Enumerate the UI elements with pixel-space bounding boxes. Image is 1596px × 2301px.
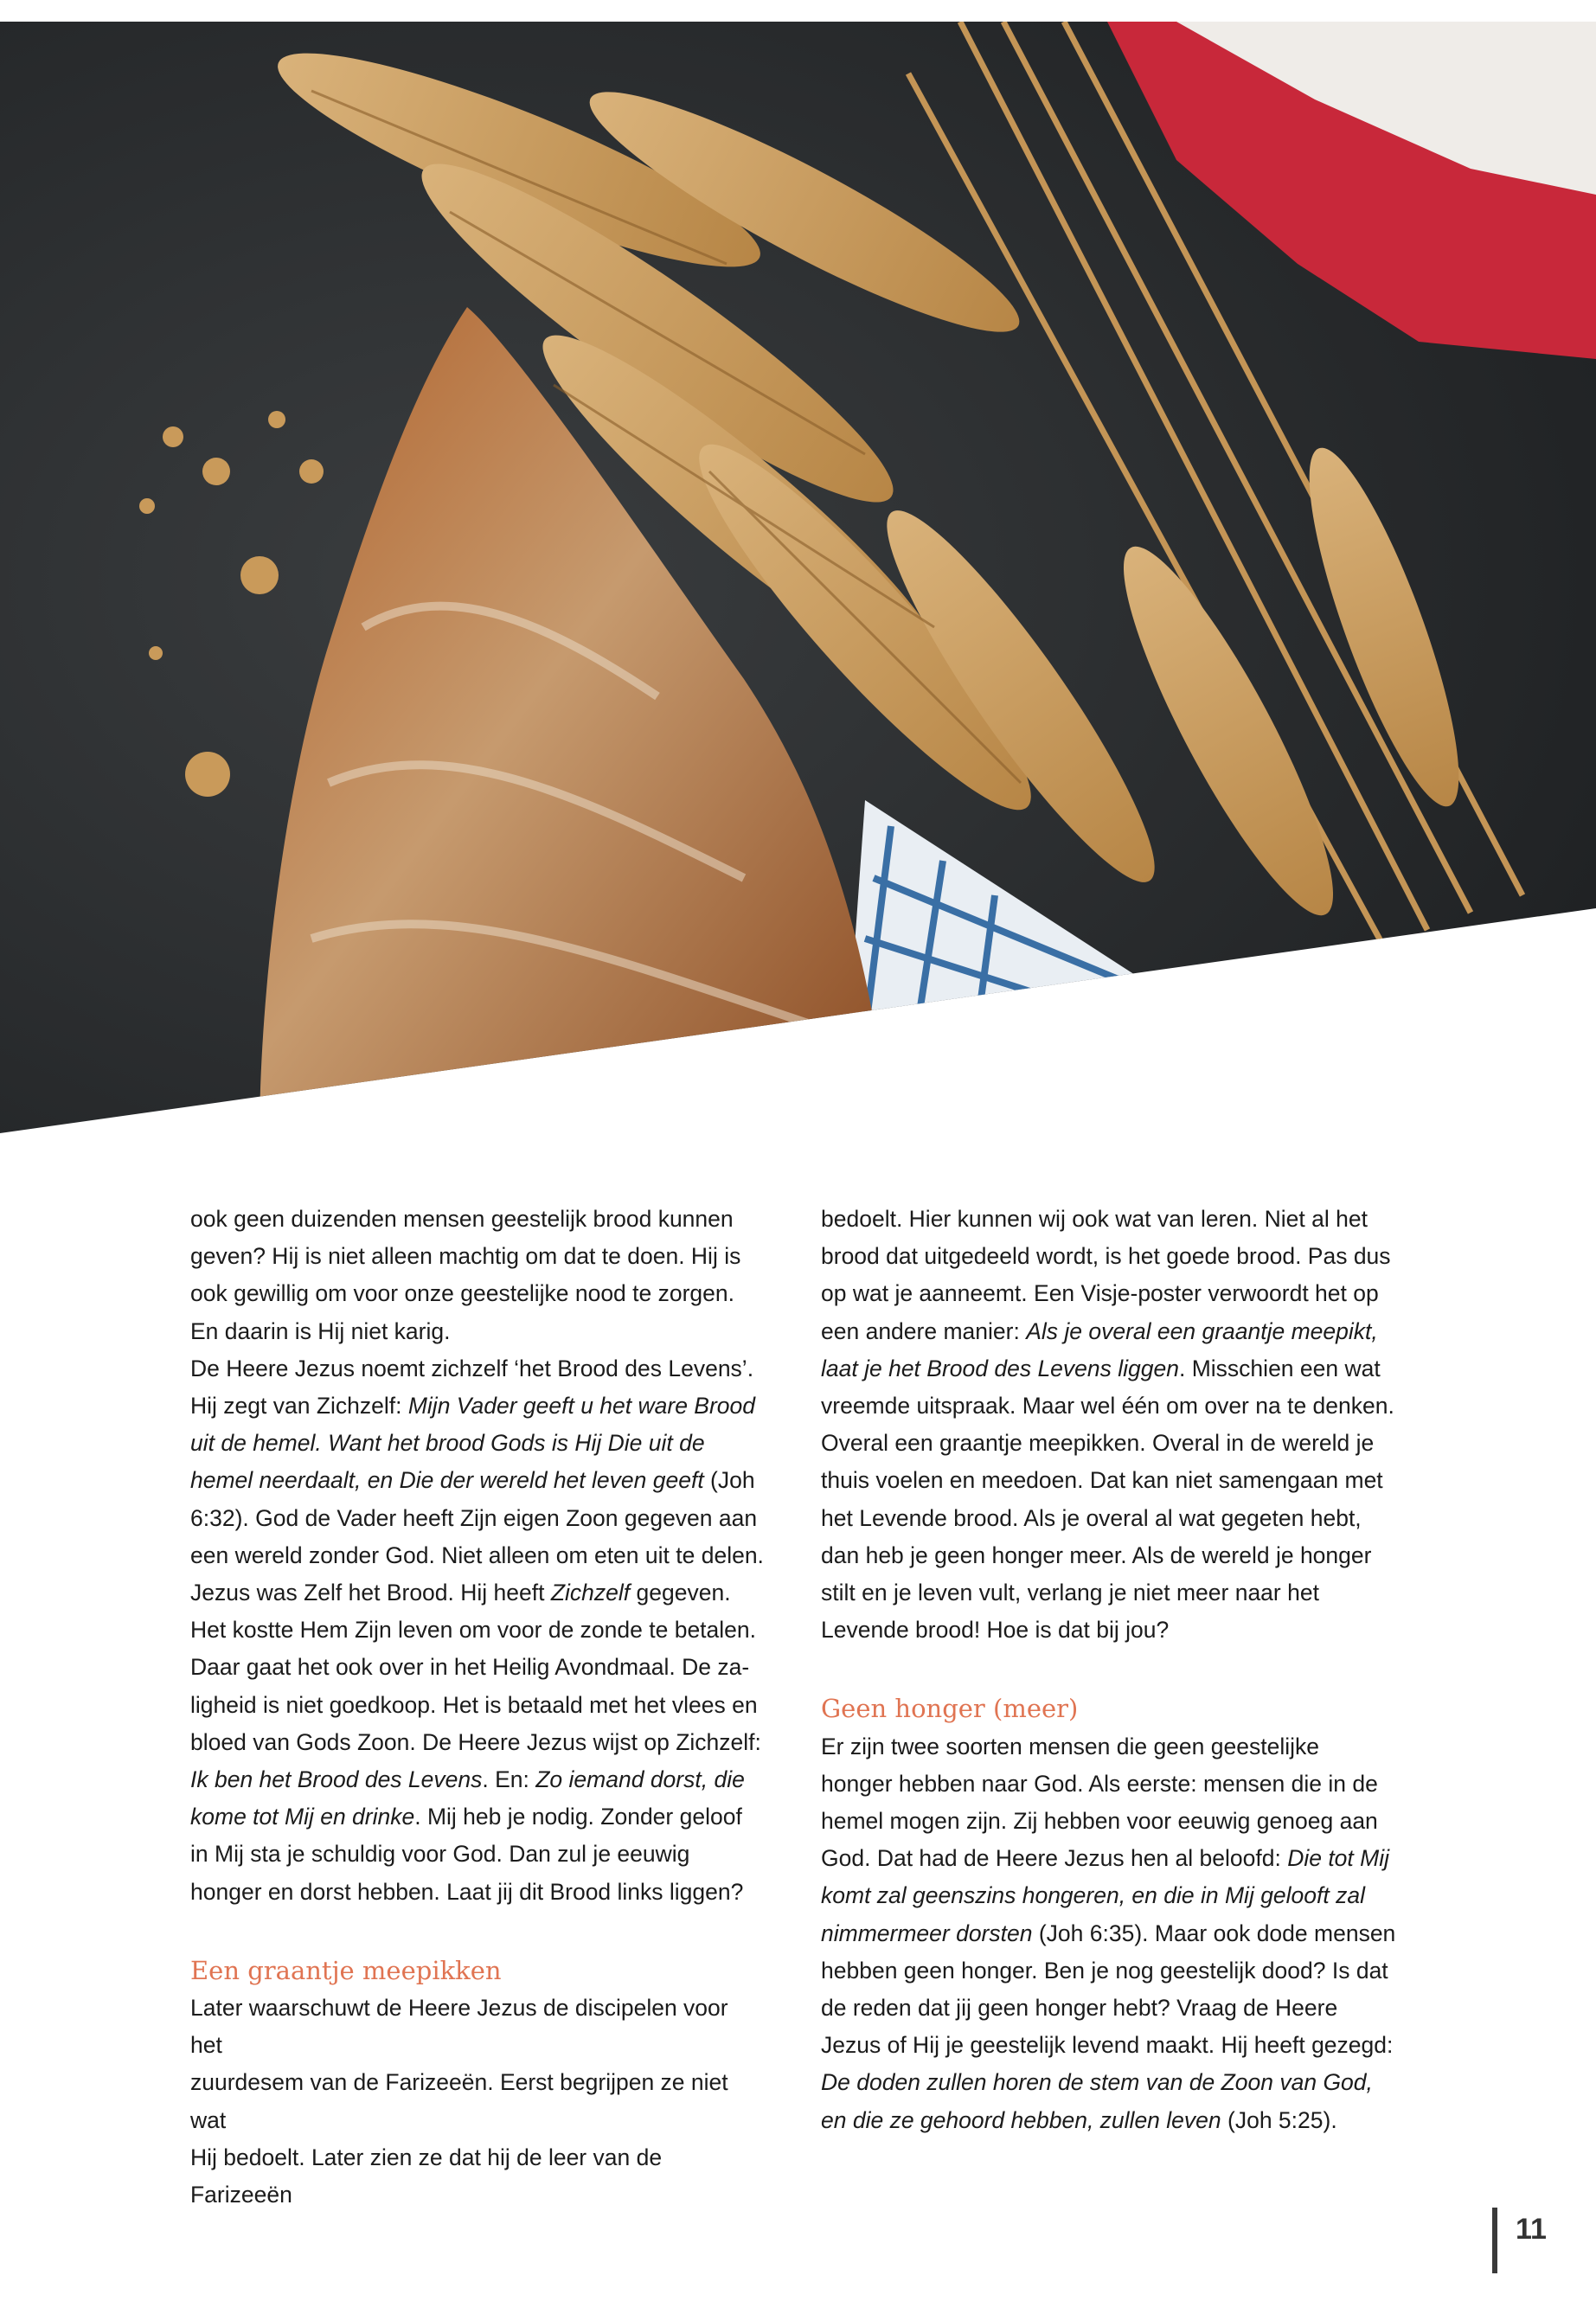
text-line: ook gewillig om voor onze geestelijke nood te zorgen. <box>190 1280 735 1307</box>
left-paragraph-3 <box>190 1990 766 2214</box>
text-run: Hij zegt van Zichzelf: <box>190 1393 408 1420</box>
italic-word: Zichzelf <box>550 1580 631 1606</box>
text-line: En daarin is Hij niet karig. <box>190 1317 451 1344</box>
text-run: gegeven. Het kostte Hem Zijn leven om voor de zonde te betalen. Daar gaat het ook over in het Heilig Avondmaal. De za-ligheid is niet goedkoop. Het is betaald met het vlees en bloed van Gods Zoon. De Heere Jezus wijst op Zichzelf: <box>190 1580 761 1755</box>
italic-quote: Als je overal een graantje meepikt, laat je het Brood des Levens liggen <box>821 1317 1378 1381</box>
text-run: . Misschien een wat vreemde uitspraak. Maar wel één om over na te denken. Overal een graantje meepikken. Overal in de wereld je thuis voelen en meedoen. Dat kan niet samengaan met het Levende brood. Als je overal al wat gegeten hebt, dan heb je geen honger meer. Als de wereld je honger stilt en je leven vult, verlang je niet meer naar het Levende brood! Hoe is dat bij jou? <box>821 1355 1394 1644</box>
section-heading: Een graantje meepikken <box>190 1955 502 1985</box>
italic-quote: Mijn Vader geeft u het ware Brood uit de hemel. Want het brood Gods is Hij Die uit de hemel neerdaalt, en Die der wereld het leven geeft <box>190 1393 756 1494</box>
text-run: (Joh 5:25). <box>1221 2106 1337 2133</box>
right-paragraph-2 <box>821 1728 1396 2139</box>
italic-quote: De doden zullen horen de stem van de Zoon van God, en die ze gehoord hebben, zullen leven <box>821 2069 1373 2133</box>
right-paragraph-1 <box>821 1201 1396 1649</box>
text-run: (Joh 6:35). Maar ook dode mensen hebben geen honger. Ben je nog geestelijk dood? Is dat de reden dat jij geen honger hebt? Vraag de Heere Jezus of Hij je geestelijk levend maakt. Hij heeft gezegd: <box>821 1920 1396 2059</box>
text-line: Later waarschuwt de Heere Jezus de discipelen voor het <box>190 1995 728 2059</box>
text-line: Hij bedoelt. Later zien ze dat hij de leer van de Farizeeën <box>190 2144 663 2208</box>
left-paragraph-2 <box>190 1350 766 1911</box>
left-column <box>190 1201 766 2214</box>
page-number-rule <box>1492 2208 1497 2273</box>
italic-quote: Ik ben het Brood des Levens <box>190 1766 483 1793</box>
text-line: ook geen duizenden mensen geestelijk brood kunnen <box>190 1206 734 1232</box>
text-run: Er zijn twee soorten mensen die geen geestelijke honger hebben naar God. Als eerste: mensen die in de hemel mogen zijn. Zij hebben voor eeuwig genoeg aan God. Dat had de Heere Jezus hen al beloofd: <box>821 1733 1378 1872</box>
text-run: . Mij heb je nodig. Zonder geloof in Mij sta je schuldig voor God. Dan zul je eeuwig honger en dorst hebben. Laat jij dit Brood links liggen? <box>190 1804 744 1905</box>
left-paragraph-1 <box>190 1201 766 1350</box>
text-run: De Heere Jezus noemt zichzelf ‘het Brood des Levens’. <box>190 1355 754 1381</box>
text-run: . En: <box>482 1766 536 1793</box>
page-number: 11 <box>1516 2213 1547 2246</box>
right-column <box>821 1201 1396 2139</box>
hero-photo <box>0 22 1596 1138</box>
section-heading: Geen honger (meer) <box>821 1694 1079 1724</box>
text-run: bedoelt. Hier kunnen wij ook wat van leren. Niet al het brood dat uitgedeeld wordt, is het goede brood. Pas dus op wat je aanneemt. Een Visje-poster verwoordt het op een andere manier: <box>821 1206 1391 1344</box>
text-line: geven? Hij is niet alleen machtig om dat te doen. Hij is <box>190 1243 741 1270</box>
text-line: zuurdesem van de Farizeeën. Eerst begrijpen ze niet wat <box>190 2069 728 2133</box>
italic-quote: Zo iemand dorst, die kome tot Mij en drinke <box>190 1766 745 1830</box>
text-run: (Joh 6:32). God de Vader heeft Zijn eigen Zoon gegeven aan een wereld zonder God. Niet alleen om eten uit te delen. Jezus was Zelf het Brood. Hij heeft <box>190 1467 764 1606</box>
italic-quote: Die tot Mij komt zal geenszins hongeren, en die in Mij gelooft zal nimmermeer dorsten <box>821 1845 1389 1946</box>
